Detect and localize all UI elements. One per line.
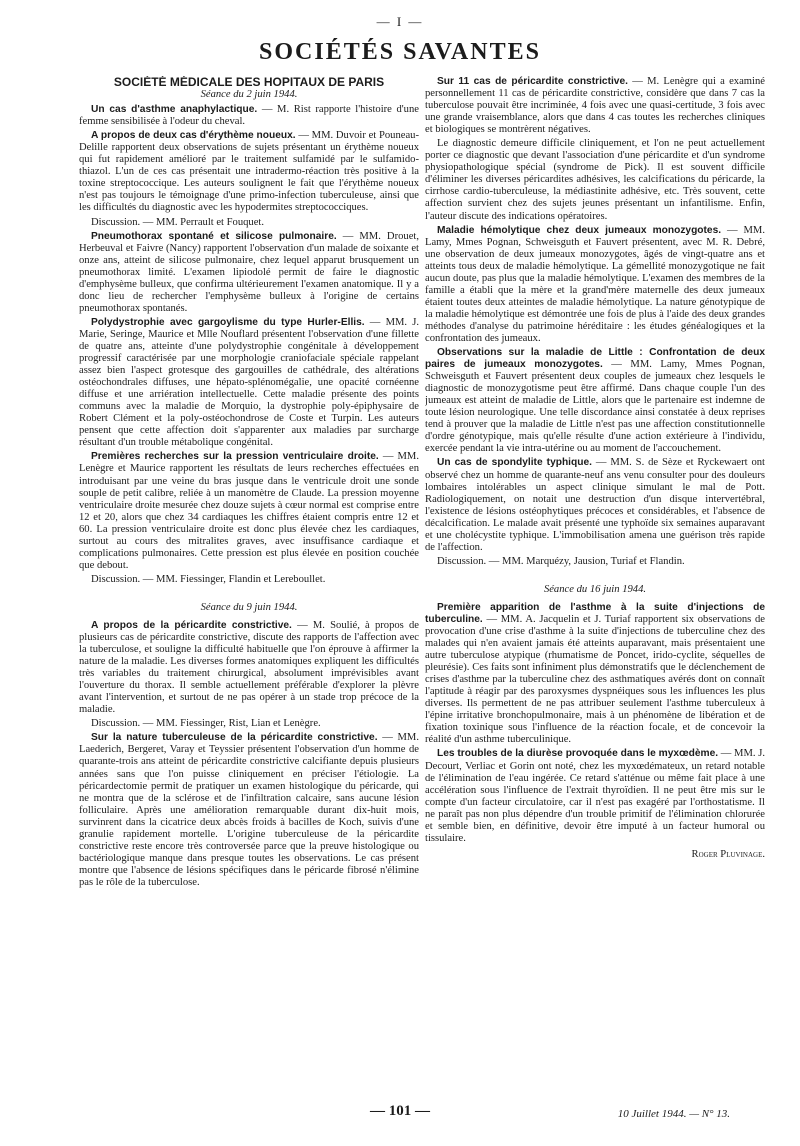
discussion-line: Discussion. — MM. Fiessinger, Rist, Lian et Lenègre. <box>91 718 321 730</box>
article-heading: Sur 11 cas de péricardite constrictive. <box>437 76 628 87</box>
article-paragraph: Le diagnostic demeure difficile cliniquement, et l'on ne peut actuellement porter ce diagnostic que devant l'association d'une péricardite et d'un syndrome physiopathologique spécial (syndrome de Pick). Il est souvent difficile d'éliminer les diverses péricardites adhésives, les calcifications du péricarde, la cirrhose cardio-tuberculeuse, la médiastinite adhésive, etc. Très souvent, cette affection survient chez des sujets jeunes présentant un infantilisme. Enfin, l'auteur discute des indications opératoires. <box>425 138 765 222</box>
article-body: — MM. J. Marie, Seringe, Maurice et Mlle Nouflard présentent l'observation d'une fillette de quatre ans, atteinte d'une polydystrophie congénitale à développement progressif caractérisée par une morphologie craniofaciale spéciale rappelant assez bien l'aspect grotesque des gargouilles de cathédrale, des altérations ostéochondrales diffuses, une hépato-splénomégalie, une opacité cornéenne diffuse et une arriération intellectuelle. Cette maladie présente des points communs avec la maladie de Morquio, la dystrophie poly-épiphysaire de Robert Clément et la poly-ostéochondrose de Coste et Turpin. Les auteurs pensent que cette affection doit s'apparenter aux maladies par surcharge résultant d'un trouble métabolique congénital. <box>79 316 419 449</box>
article-heading: Premières recherches sur la pression ventriculaire droite. <box>91 451 379 463</box>
article-paragraph <box>79 130 419 214</box>
session-date: Séance du 2 juin 1944. <box>200 89 298 101</box>
article-heading: Pneumothorax spontané et silicose pulmonaire. <box>91 230 337 242</box>
article-paragraph <box>425 225 765 345</box>
page-number: — 101 — <box>370 1103 430 1119</box>
article-body: — MM. Drouet, Herbeuval et Faivre (Nancy) rapportent l'observation d'un malade de soixante et onze ans, atteint de silicose pulmonaire, chez lequel apparut brusquement un pneumothorax limité. L'examen lipiodolé permit de faire le diagnostic d'emphysème bulleux, que confirma ultérieurement l'examen anatomique. Il y a donc lieu de rechercher l'emphysème bulleux à l'origine de certains pneumothorax spontanés. <box>79 230 419 314</box>
article-heading: Les troubles de la diurèse provoquée dans le myxœdème. <box>437 748 719 760</box>
session-date: Séance du 9 juin 1944. <box>200 601 298 613</box>
article-paragraph <box>79 104 419 128</box>
article-paragraph <box>425 347 765 455</box>
article-heading: Observations sur la maladie de Little : Confrontation de deux paires de jumeaux monozygotes. <box>425 347 765 371</box>
article-body: — M. Soulié, à propos de plusieurs cas de péricardite constrictive, discute des rapports de l'affection avec la tuberculose, et souligne la difficulté habituelle que l'on éprouve à affirmer la nature de la maladie. Les diverses formes anatomiques expliquent les difficultés très variables du traitement chirurgical, absolument imprévisibles avant l'ouverture du thorax. Il semble actuellement préférable d'explorer la plèvre avant l'intervention, et surtout de ne pas opérer à un stade trop précoce de la maladie. <box>79 619 419 716</box>
session-date: Séance du 16 juin 1944. <box>543 583 647 595</box>
article-heading: A propos de la péricardite constrictive. <box>91 619 292 631</box>
article-body: — MM. A. Jacquelin et J. Turiaf rapportent six observations de provocation d'une crise d'asthme à la suite d'injections de tuberculine chez des malades qui n'en avaient jamais été atteints auparavant, mais présentaient une autre tuberculose atypique (rhumatisme de Poncet, irido-cyclite, séquelles de pleurésie). Ces faits sont infiniment plus démonstratifs que le déclenchement de crises d'asthme par la tuberculine chez des asthmatiques avérés dont on connaît l'aptitude à réagir par des paroxysmes dyspnéiques sous les influences les plus diverses. Ils permettent de ne pas attribuer seulement l'asthme tuberculeux à l'épine irritative bronchopulmonaire, mais à un phénomène de libération et de fixation toxinique sous l'influence de la réaction focale, et de concevoir la réalité d'un asthme tuberculinique. <box>425 613 765 746</box>
article-paragraph <box>79 732 419 889</box>
article-heading: Sur la nature tuberculeuse de la péricardite constrictive. <box>91 732 378 744</box>
article-heading: Un cas d'asthme anaphylactique. <box>91 104 258 116</box>
article-body: — MM. Lenègre et Maurice rapportent les résultats de leurs recherches effectuées en introduisant par une veine du bras jusque dans le ventricule droit une sonde souple de petit calibre, reliée à un manomètre de Claude. La pression moyenne ventriculaire droite mesurée chez douze sujets à cœur normal est comprise entre 12 et 20, alors que chez 34 cardiaques les chiffres étaient compris entre 12 et 60. La pression ventriculaire droite est donc plus élevée chez les cardiaques, surtout au cours des mitralites graves, avec insuffisance cardiaque et complications pulmonaires. Cette pression est plus élevée en position couchée que debout. <box>79 451 419 571</box>
article-heading: Un cas de spondylite typhique. <box>437 457 592 469</box>
section-title: SOCIÉTÉS SAVANTES <box>259 39 541 65</box>
article-paragraph <box>425 457 765 553</box>
article-body: — MM. Laederich, Bergeret, Varay et Teyssier présentent l'observation d'un homme de quarante-trois ans atteint de péricardite constrictive calcifiante depuis plusieurs années sans que l'on puisse cliniquement en préciser l'étiologie. La péricardectomie permit de pratiquer un examen histologique du péricarde, qui ne montra que de la sclérose et de l'infiltration calcaire, sans aucune lésion folliculaire. Après une amélioration remarquable durant dix-huit mois, survinrent dans la cicatrice deux abcès froids à bacilles de Koch, suivis d'une granulie rapidement mortelle. L'origine tuberculeuse de la péricardite constrictive reste encore très controversée parce que la preuve histologique ou bactériologique manque dans presque toutes les observations. Le cas présent montre que l'absence de lésions spécifiques dans le péricarde fibrosé n'élimine pas le rôle de la tuberculose. <box>79 732 419 888</box>
discussion-line: Discussion. — MM. Perrault et Fouquet. <box>91 216 265 228</box>
issue-date: 10 Juillet 1944. — N° 13. <box>617 1108 730 1120</box>
article-paragraph <box>79 317 419 450</box>
article-paragraph <box>79 451 419 571</box>
article-paragraph <box>425 76 765 136</box>
article-body: — M. Rist rapporte l'histoire d'une femme sensibilisée à l'odeur du cheval. <box>79 104 419 128</box>
article-paragraph <box>79 620 419 716</box>
right-column <box>425 76 765 1086</box>
article-heading: Première apparition de l'asthme à la suite d'injections de tuberculine. <box>425 601 765 625</box>
article-body: — MM. Lamy, Mmes Pognan, Schweisguth et Fauvert présentent, avec M. R. Debré, une observation de deux jumeaux monozygotes, âgés de vingt-quatre ans et atteints tous deux de maladie hémolytique. La gémellité monozygotique ne fait aucun doute, pas plus que la maladie hémolytique. L'examen des membres de la famille a établi que la mère et la grand'mère maternelle des deux jumeaux étaient toutes deux atteintes de maladie hémolytique. La nature génotypique de la maladie hémolytique est démontrée une fois de plus à l'aide des deux grandes méthodes d'analyse du patrimoine héréditaire : les études généalogiques et la confrontation des jumeaux. <box>425 224 765 344</box>
article-body: — M. Lenègre qui a examiné personnellement 11 cas de péricardite constrictive, considère que dans 7 cas la tuberculose pouvait être incriminée, 4 fois avec une quasi-certitude, 3 fois avec une grande vraisemblance, alors que dans 4 cas toutes les recherches cliniques et biologiques se montrèrent négatives. <box>425 76 765 136</box>
article-body: — MM. J. Decourt, Verliac et Gorin ont noté, chez les myxœdémateux, un retard notable de l'élimination de l'eau ingérée. Ce retard s'atténue ou même fait place à une accélération sous l'influence de l'extrait thyroïdien. Il ne peut être mis sur le compte d'un facteur circulatoire, car il n'est pas exagéré par l'orthostatisme. Il ne paraît pas non plus dépendre d'un trouble primitif de l'élimination chlorurée et semble bien, en définitive, devoir être imputé à un facteur humoral ou tissulaire. <box>425 748 765 844</box>
article-paragraph <box>425 602 765 747</box>
article-heading: Maladie hémolytique chez deux jumeaux monozygotes. <box>437 224 722 236</box>
article-body: — MM. S. de Sèze et Ryckewaert ont observé chez un homme de quarante-neuf ans venu consulter pour des douleurs lombaires intolérables un aspect clinique simulant le mal de Pott. Radiologiquement, on notait une destruction d'un disque intervertébral, l'existence de lésions ostéophytiques précoces et considérables, et l'absence de décalcification. Le malade avait présenté une typhoïde six semaines auparavant et une cholécystite typhique. L'immobilisation amena une guérison très rapide de l'affection. <box>425 457 765 553</box>
page-top-mark: — I — <box>376 14 424 29</box>
author-signature: Roger Pluvinage. <box>691 848 765 860</box>
article-paragraph <box>79 231 419 315</box>
discussion-line: Discussion. — MM. Fiessinger, Flandin et Lereboullet. <box>91 573 326 585</box>
article-heading: Polydystrophie avec gargoylisme du type Hurler-Ellis. <box>91 316 365 328</box>
discussion-line: Discussion. — MM. Marquézy, Jausion, Turiaf et Flandin. <box>437 555 685 567</box>
article-body: — MM. Duvoir et Pouneau-Delille rapportent deux observations de sujets présentant un érythème noueux qui fut rapidement amélioré par le traitement sulfamidé par le sulfamido-thiazol. L'un de ces cas présentait une intradermo-réaction très positive à la toxine streptococcique. Les auteurs soulignent le fait que l'érythème noueux n'est pas toujours le témoignage d'une primo-infection tuberculeuse, ainsi que les difficultés du diagnostic avec les hypodermites streptococciques. <box>79 130 419 214</box>
article-body: — MM. Lamy, Mmes Pognan, Schweisguth et Fauvert présentent deux couples de jumeaux chez lesquels le diagnostic de monozygotisme peut être affirmé. Dans chaque couple l'un des jumeaux est atteint de maladie de Little, alors que le partenaire est indemne de toute lésion neurologique. Une telle discordance ainsi constatée à deux reprises tend à prouver que la maladie de Little n'est pas une affection constitutionnelle d'ordre génotypique, mais qu'elle résulte d'une action extérieure à l'individu, exercée pendant la vie intra-utérine ou au moment de l'accouchement. <box>425 359 765 455</box>
article-heading: A propos de deux cas d'érythème noueux. <box>91 130 296 142</box>
left-column <box>79 76 419 1086</box>
society-heading: SOCIÉTÉ MÉDICALE DES HOPITAUX DE PARIS <box>113 76 385 89</box>
article-paragraph <box>425 748 765 844</box>
